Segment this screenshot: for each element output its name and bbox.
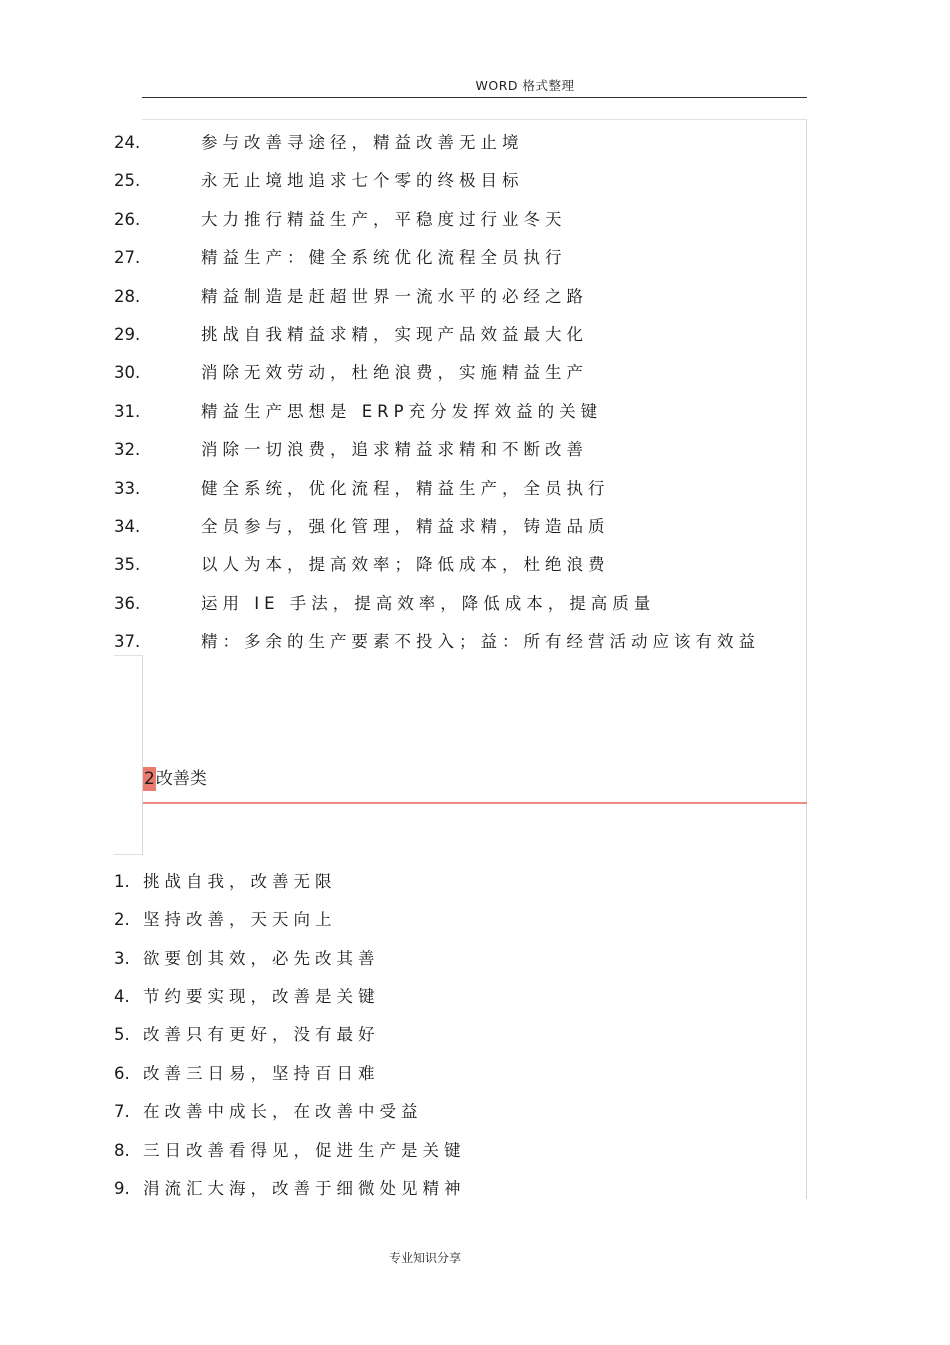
item-number: 36. bbox=[114, 594, 141, 613]
item-text: 节约要实现，改善是关键 bbox=[143, 987, 380, 1006]
item-text: 全员参与，强化管理，精益求精，铸造品质 bbox=[201, 517, 610, 536]
list-item bbox=[114, 1062, 380, 1086]
item-number: 4. bbox=[114, 987, 130, 1006]
item-number: 29. bbox=[114, 325, 141, 344]
item-text: 三日改善看得见，促进生产是关键 bbox=[143, 1141, 466, 1160]
item-number: 5. bbox=[114, 1025, 130, 1044]
list-item bbox=[114, 169, 524, 193]
item-text: 精益生产思想是 ERP充分发挥效益的关键 bbox=[201, 402, 603, 421]
list-item bbox=[114, 947, 380, 971]
page-header bbox=[0, 76, 950, 94]
item-text: 坚持改善，天天向上 bbox=[143, 910, 337, 929]
item-number: 24. bbox=[114, 133, 141, 152]
list-item bbox=[114, 323, 588, 347]
item-number: 6. bbox=[114, 1064, 130, 1083]
frame-tick-bottom bbox=[114, 854, 142, 855]
item-text: 挑战自我精益求精，实现产品效益最大化 bbox=[201, 325, 588, 344]
list-item bbox=[114, 208, 567, 232]
list-item bbox=[114, 553, 610, 577]
item-number: 2. bbox=[114, 910, 130, 929]
list-item bbox=[114, 870, 337, 894]
item-text: 运用 IE 手法，提高效率，降低成本，提高质量 bbox=[201, 594, 656, 613]
section-title: 改善类 bbox=[155, 769, 207, 789]
item-number: 27. bbox=[114, 248, 141, 267]
item-text: 涓流汇大海，改善于细微处见精神 bbox=[143, 1179, 466, 1198]
list-item bbox=[114, 131, 524, 155]
list-item bbox=[114, 908, 337, 932]
item-number: 7. bbox=[114, 1102, 130, 1121]
item-text: 改善只有更好，没有最好 bbox=[143, 1025, 380, 1044]
list-item bbox=[114, 400, 602, 424]
item-number: 31. bbox=[114, 402, 141, 421]
list-item bbox=[114, 630, 760, 654]
item-number: 25. bbox=[114, 171, 141, 190]
item-number: 30. bbox=[114, 363, 141, 382]
item-text: 消除一切浪费，追求精益求精和不断改善 bbox=[201, 440, 588, 459]
item-number: 26. bbox=[114, 210, 141, 229]
list-item bbox=[114, 592, 655, 616]
item-number: 3. bbox=[114, 949, 130, 968]
section-number: 2 bbox=[144, 769, 155, 789]
frame-right-edge bbox=[806, 119, 807, 1199]
item-text: 在改善中成长，在改善中受益 bbox=[143, 1102, 423, 1121]
item-text: 精益制造是赶超世界一流水平的必经之路 bbox=[201, 287, 588, 306]
item-text: 挑战自我，改善无限 bbox=[143, 872, 337, 891]
item-number: 32. bbox=[114, 440, 141, 459]
page-footer bbox=[0, 1249, 950, 1266]
list-item bbox=[114, 285, 588, 309]
item-text: 欲要创其效，必先改其善 bbox=[143, 949, 380, 968]
item-text: 改善三日易，坚持百日难 bbox=[143, 1064, 380, 1083]
frame-top-edge bbox=[142, 119, 806, 120]
page-header-text: WORD 格式整理 bbox=[475, 78, 575, 93]
item-number: 1. bbox=[114, 872, 130, 891]
list-item bbox=[114, 1177, 466, 1201]
item-text: 精：多余的生产要素不投入；益：所有经营活动应该有效益 bbox=[201, 632, 760, 651]
item-text: 永无止境地追求七个零的终极目标 bbox=[201, 171, 524, 190]
item-number: 8. bbox=[114, 1141, 130, 1160]
list-item bbox=[114, 515, 610, 539]
header-divider bbox=[142, 97, 807, 98]
item-text: 以人为本，提高效率；降低成本，杜绝浪费 bbox=[201, 555, 610, 574]
item-text: 精益生产：健全系统优化流程全员执行 bbox=[201, 248, 567, 267]
item-text: 大力推行精益生产，平稳度过行业冬天 bbox=[201, 210, 567, 229]
item-number: 37. bbox=[114, 632, 141, 651]
list-item bbox=[114, 246, 567, 270]
list-item bbox=[114, 361, 588, 385]
item-number: 34. bbox=[114, 517, 141, 536]
item-text: 健全系统，优化流程，精益生产，全员执行 bbox=[201, 479, 610, 498]
item-number: 35. bbox=[114, 555, 141, 574]
item-number: 28. bbox=[114, 287, 141, 306]
list-item bbox=[114, 438, 588, 462]
section-divider bbox=[143, 802, 807, 804]
list-item bbox=[114, 1100, 423, 1124]
list-item bbox=[114, 985, 380, 1009]
item-number: 33. bbox=[114, 479, 141, 498]
list-item bbox=[114, 1023, 380, 1047]
item-text: 消除无效劳动，杜绝浪费，实施精益生产 bbox=[201, 363, 588, 382]
section-heading bbox=[143, 766, 207, 792]
page-footer-text: 专业知识分享 bbox=[388, 1251, 461, 1265]
list-item bbox=[114, 1139, 466, 1163]
item-number: 9. bbox=[114, 1179, 130, 1198]
frame-left-edge bbox=[142, 655, 143, 855]
item-text: 参与改善寻途径，精益改善无止境 bbox=[201, 133, 524, 152]
list-item bbox=[114, 477, 610, 501]
frame-tick-top bbox=[114, 655, 142, 656]
